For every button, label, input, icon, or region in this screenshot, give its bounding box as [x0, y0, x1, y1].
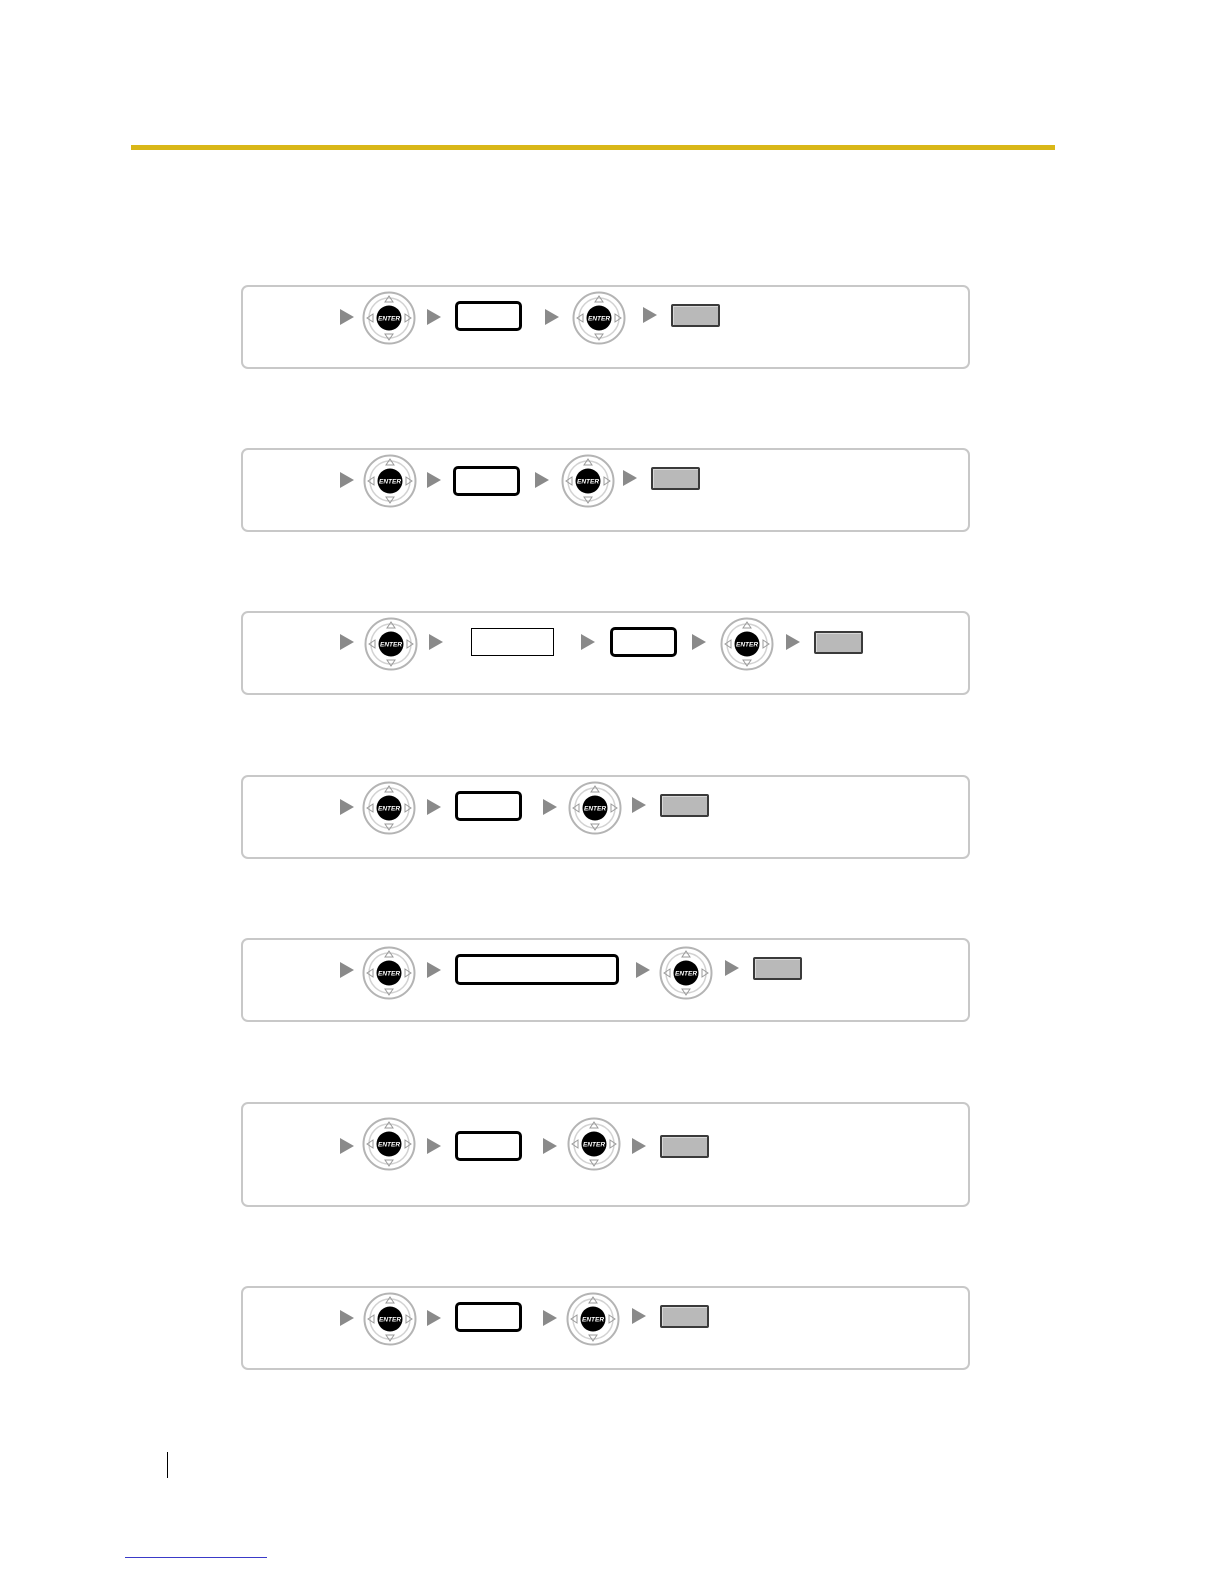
navigator-enter-key-icon[interactable]	[364, 617, 418, 671]
triangle-right-icon	[340, 962, 354, 978]
triangle-right-icon	[543, 1310, 557, 1326]
triangle-right-icon	[623, 470, 637, 486]
rounded-key-icon[interactable]	[455, 301, 522, 331]
enter-label: ENTER	[379, 641, 403, 649]
rounded-key-icon[interactable]	[455, 1302, 522, 1332]
navigator-enter-key-icon[interactable]	[362, 946, 416, 1000]
triangle-right-icon	[636, 962, 650, 978]
navigator-enter-key-icon[interactable]	[362, 1117, 416, 1171]
enter-label: ENTER	[583, 805, 607, 813]
triangle-right-icon	[427, 472, 441, 488]
triangle-right-icon	[632, 797, 646, 813]
gray-key-icon[interactable]	[753, 957, 802, 980]
navigator-enter-key-icon[interactable]	[363, 1292, 417, 1346]
enter-label: ENTER	[377, 1141, 401, 1149]
enter-label: ENTER	[582, 1141, 606, 1149]
rounded-key-icon[interactable]	[453, 466, 520, 496]
triangle-right-icon	[643, 307, 657, 323]
enter-label: ENTER	[576, 478, 600, 486]
triangle-right-icon	[581, 634, 595, 650]
navigator-enter-key-icon[interactable]	[568, 781, 622, 835]
navigator-enter-key-icon[interactable]	[561, 454, 615, 508]
triangle-right-icon	[535, 472, 549, 488]
rounded-key-icon[interactable]	[455, 1131, 522, 1161]
triangle-right-icon	[427, 309, 441, 325]
navigator-enter-key-icon[interactable]	[572, 291, 626, 345]
triangle-right-icon	[340, 1310, 354, 1326]
triangle-right-icon	[692, 634, 706, 650]
enter-label: ENTER	[377, 805, 401, 813]
enter-label: ENTER	[735, 641, 759, 649]
enter-label: ENTER	[581, 1316, 605, 1324]
gray-key-icon[interactable]	[814, 631, 863, 654]
display-field-icon	[471, 628, 554, 656]
triangle-right-icon	[632, 1308, 646, 1324]
enter-label: ENTER	[587, 315, 611, 323]
triangle-right-icon	[340, 634, 354, 650]
navigator-enter-key-icon[interactable]	[362, 781, 416, 835]
gray-key-icon[interactable]	[660, 1135, 709, 1158]
enter-label: ENTER	[674, 970, 698, 978]
triangle-right-icon	[545, 309, 559, 325]
triangle-right-icon	[427, 962, 441, 978]
enter-label: ENTER	[378, 478, 402, 486]
triangle-right-icon	[340, 309, 354, 325]
navigator-enter-key-icon[interactable]	[567, 1117, 621, 1171]
gray-key-icon[interactable]	[671, 304, 720, 327]
footer-link-underline[interactable]	[125, 1557, 267, 1558]
triangle-right-icon	[427, 1310, 441, 1326]
enter-label: ENTER	[377, 315, 401, 323]
triangle-right-icon	[427, 799, 441, 815]
enter-label: ENTER	[378, 1316, 402, 1324]
triangle-right-icon	[340, 1138, 354, 1154]
navigator-enter-key-icon[interactable]	[659, 946, 713, 1000]
triangle-right-icon	[429, 634, 443, 650]
gray-key-icon[interactable]	[660, 794, 709, 817]
rounded-key-icon[interactable]	[455, 791, 522, 821]
gray-key-icon[interactable]	[651, 467, 700, 490]
triangle-right-icon	[632, 1138, 646, 1154]
header-accent-rule	[131, 145, 1055, 150]
triangle-right-icon	[340, 472, 354, 488]
navigator-enter-key-icon[interactable]	[720, 617, 774, 671]
triangle-right-icon	[543, 1138, 557, 1154]
triangle-right-icon	[340, 799, 354, 815]
navigator-enter-key-icon[interactable]	[363, 454, 417, 508]
navigator-enter-key-icon[interactable]	[362, 291, 416, 345]
triangle-right-icon	[427, 1138, 441, 1154]
page-margin-bar	[167, 1452, 168, 1478]
wide-key-icon[interactable]	[455, 954, 619, 985]
triangle-right-icon	[786, 634, 800, 650]
navigator-enter-key-icon[interactable]	[566, 1292, 620, 1346]
enter-label: ENTER	[377, 970, 401, 978]
gray-key-icon[interactable]	[660, 1305, 709, 1328]
triangle-right-icon	[543, 799, 557, 815]
triangle-right-icon	[725, 960, 739, 976]
rounded-key-icon[interactable]	[610, 627, 677, 657]
